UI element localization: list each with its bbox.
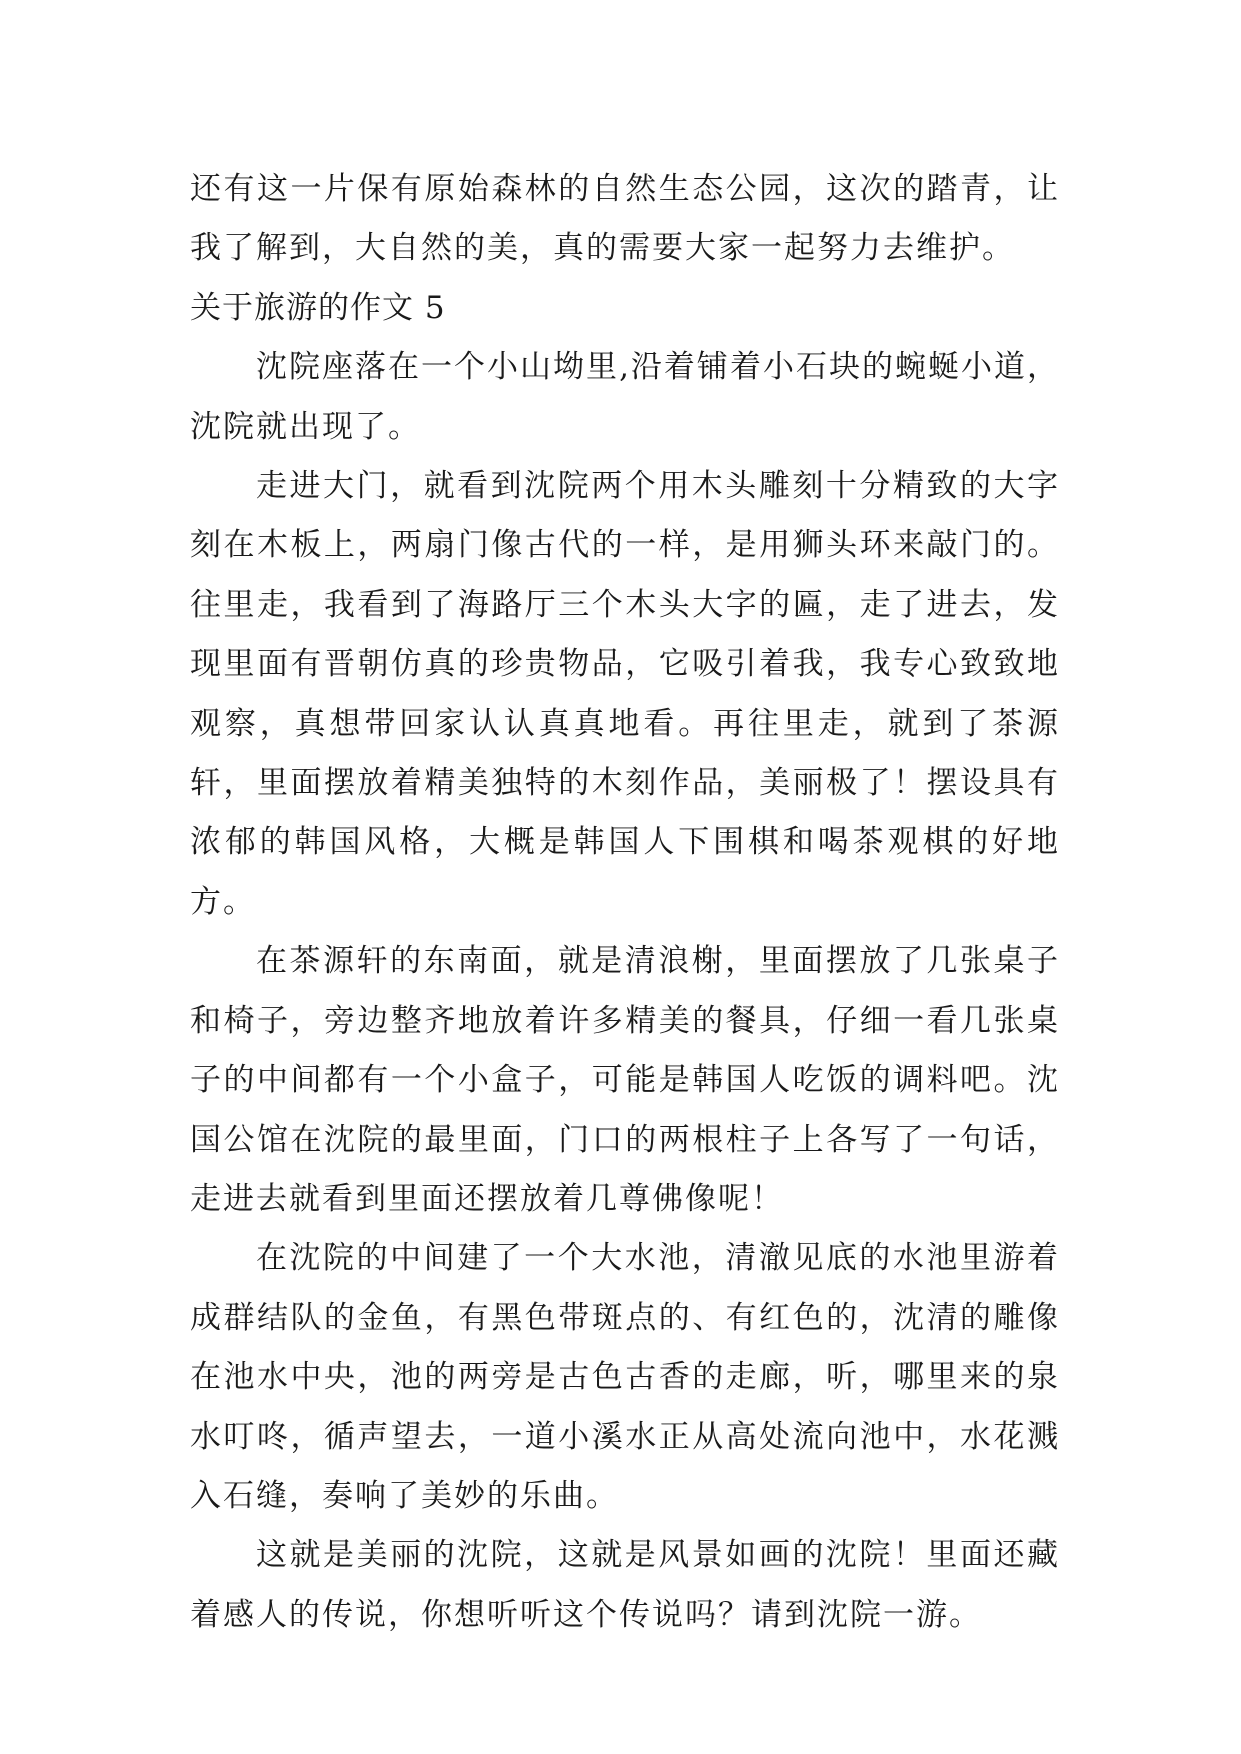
paragraph-1: 沈院座落在一个小山坳里,沿着铺着小石块的蜿蜒小道，沈院就出现了。 <box>190 349 1060 445</box>
section-title: 关于旅游的作文 5 <box>190 289 446 326</box>
paragraph-3: 在茶源轩的东南面，就是清浪榭，里面摆放了几张桌子和椅子，旁边整齐地放着许多精美的餐具，仔细一看几张桌子的中间都有一个小盒子，可能是韩国人吃饭的调料吧。沈国公馆在沈院的最里面，门口的两根柱子上各写了一句话，走进去就看到里面还摆放着几尊佛像呢！ <box>190 943 1060 1217</box>
document-page <box>190 160 1060 1645</box>
intro-paragraph: 还有这一片保有原始森林的自然生态公园，这次的踏青，让我了解到，大自然的美，真的需要大家一起努力去维护。 <box>190 171 1060 267</box>
paragraph-5: 这就是美丽的沈院，这就是风景如画的沈院！里面还藏着感人的传说，你想听听这个传说吗？请到沈院一游。 <box>190 1537 1060 1633</box>
paragraph-4: 在沈院的中间建了一个大水池，清澈见底的水池里游着成群结队的金鱼，有黑色带斑点的、有红色的，沈清的雕像在池水中央，池的两旁是古色古香的走廊，听，哪里来的泉水叮咚，循声望去，一道小溪水正从高处流向池中，水花溅入石缝，奏响了美妙的乐曲。 <box>190 1240 1060 1514</box>
paragraph-2: 走进大门，就看到沈院两个用木头雕刻十分精致的大字刻在木板上，两扇门像古代的一样，是用狮头环来敲门的。往里走，我看到了海路厅三个木头大字的匾，走了进去，发现里面有晋朝仿真的珍贵物品，它吸引着我，我专心致致地观察，真想带回家认认真真地看。再往里走，就到了茶源轩，里面摆放着精美独特的木刻作品，美丽极了！摆设具有浓郁的韩国风格，大概是韩国人下围棋和喝茶观棋的好地方。 <box>190 468 1060 920</box>
